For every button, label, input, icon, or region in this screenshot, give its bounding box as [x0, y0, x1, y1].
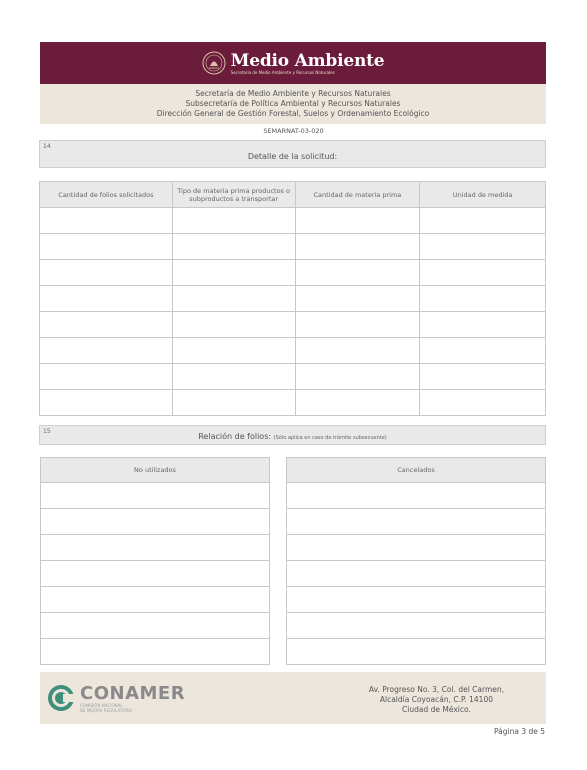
header-info-band	[40, 84, 546, 124]
eagle-seal-icon	[202, 51, 226, 75]
table-cell[interactable]	[40, 312, 173, 338]
table-cell[interactable]	[287, 613, 546, 639]
table-cell[interactable]	[172, 260, 295, 286]
table-cell[interactable]	[172, 234, 295, 260]
section-15-heading	[40, 432, 545, 441]
table-cell[interactable]	[41, 535, 270, 561]
table-cell[interactable]	[41, 639, 270, 665]
table-cell[interactable]	[420, 234, 546, 260]
section-15-note: (Sólo aplica en caso de trámite subsecuente)	[273, 435, 387, 441]
col-no-utilizados: No utilizados	[41, 458, 270, 483]
footer-address	[369, 685, 504, 715]
table-cell[interactable]	[287, 561, 546, 587]
brand-subtitle: Secretaría de Medio Ambiente y Recursos Naturales	[230, 69, 335, 75]
table-row	[287, 535, 546, 561]
folios-no-utilizados-table	[40, 457, 270, 665]
conamer-subtitle-1: COMISIÓN NACIONAL	[80, 702, 123, 708]
conamer-logo	[46, 683, 185, 713]
table-cell[interactable]	[420, 260, 546, 286]
table-row	[40, 208, 546, 234]
table-cell[interactable]	[40, 364, 173, 390]
table-row	[41, 509, 270, 535]
address-line-1: Av. Progreso No. 3, Col. del Carmen,	[368, 685, 504, 694]
table-cell[interactable]	[295, 234, 420, 260]
table-cell[interactable]	[172, 286, 295, 312]
table-row	[41, 535, 270, 561]
table-cell[interactable]	[420, 364, 546, 390]
table-cell[interactable]	[40, 338, 173, 364]
table-row	[287, 561, 546, 587]
section-15-bar	[39, 425, 546, 445]
table-row	[41, 561, 270, 587]
col-cantidad-folios: Cantidad de folios solicitados	[40, 182, 173, 208]
folios-cancelados-table	[286, 457, 546, 665]
table-cell[interactable]	[287, 639, 546, 665]
table-cell[interactable]	[420, 390, 546, 416]
table-cell[interactable]	[172, 390, 295, 416]
table-cell[interactable]	[172, 312, 295, 338]
table-row	[41, 483, 270, 509]
header-line-direccion: Dirección General de Gestión Forestal, Suelos y Ordenamiento Ecológico	[156, 109, 430, 118]
table-row	[287, 509, 546, 535]
table-row	[40, 338, 546, 364]
table-cell[interactable]	[40, 260, 173, 286]
table-cell[interactable]	[40, 234, 173, 260]
table-cell[interactable]	[40, 286, 173, 312]
col-cancelados: Cancelados	[287, 458, 546, 483]
table-cell[interactable]	[41, 613, 270, 639]
col-cantidad-materia: Cantidad de materia prima	[295, 182, 420, 208]
footer-band	[40, 672, 546, 724]
table-cell[interactable]	[287, 483, 546, 509]
table-cell[interactable]	[295, 338, 420, 364]
table-cell[interactable]	[41, 587, 270, 613]
section-15-title: Relación de folios:	[198, 432, 272, 441]
table-cell[interactable]	[287, 587, 546, 613]
header-line-secretaria: Secretaría de Medio Ambiente y Recursos Naturales	[195, 89, 391, 98]
document-code: SEMARNAT-03-020	[263, 127, 324, 135]
table-row	[287, 639, 546, 665]
table-cell[interactable]	[40, 390, 173, 416]
table-row	[287, 483, 546, 509]
col-tipo-materia: Tipo de materia prima productos o subproductos a transportar	[172, 182, 295, 208]
table-cell[interactable]	[287, 509, 546, 535]
conamer-logo-icon	[46, 683, 76, 713]
table-cell[interactable]	[172, 208, 295, 234]
table-row	[40, 260, 546, 286]
header-brand-bar	[40, 42, 546, 84]
table-row	[40, 234, 546, 260]
table-row	[287, 587, 546, 613]
conamer-subtitle-2: DE MEJORA REGULATORIA	[80, 707, 133, 713]
table-cell[interactable]	[40, 208, 173, 234]
table-cell[interactable]	[295, 364, 420, 390]
table-row	[41, 587, 270, 613]
brand-title: Medio Ambiente	[230, 50, 385, 71]
address-line-3: Ciudad de México.	[402, 705, 471, 714]
section-14-title: Detalle de la solicitud:	[247, 152, 338, 161]
table-row	[287, 613, 546, 639]
table-row	[41, 639, 270, 665]
table-cell[interactable]	[420, 338, 546, 364]
header-line-subsecretaria: Subsecretaría de Política Ambiental y Recursos Naturales	[185, 99, 401, 108]
table-cell[interactable]	[295, 208, 420, 234]
table-cell[interactable]	[41, 483, 270, 509]
section-14-number: 14	[43, 143, 51, 150]
section-14-bar	[39, 140, 546, 168]
detail-table	[39, 181, 546, 416]
table-row	[40, 286, 546, 312]
table-cell[interactable]	[172, 338, 295, 364]
table-cell[interactable]	[295, 390, 420, 416]
table-cell[interactable]	[295, 260, 420, 286]
section-15-number: 15	[43, 428, 51, 435]
table-cell[interactable]	[41, 509, 270, 535]
table-cell[interactable]	[41, 561, 270, 587]
table-row	[40, 312, 546, 338]
table-cell[interactable]	[172, 364, 295, 390]
table-row	[40, 390, 546, 416]
table-cell[interactable]	[295, 286, 420, 312]
table-row	[41, 613, 270, 639]
address-line-2: Alcaldía Coyoacán, C.P. 14100	[379, 695, 493, 704]
table-cell[interactable]	[287, 535, 546, 561]
page-number: Página 3 de 5	[493, 727, 545, 736]
table-cell[interactable]	[420, 312, 546, 338]
brand-logo	[202, 51, 385, 75]
col-unidad-medida: Unidad de medida	[420, 182, 546, 208]
table-row	[40, 364, 546, 390]
table-cell[interactable]	[420, 286, 546, 312]
table-cell[interactable]	[295, 312, 420, 338]
table-cell[interactable]	[420, 208, 546, 234]
conamer-name: CONAMER	[80, 682, 186, 704]
